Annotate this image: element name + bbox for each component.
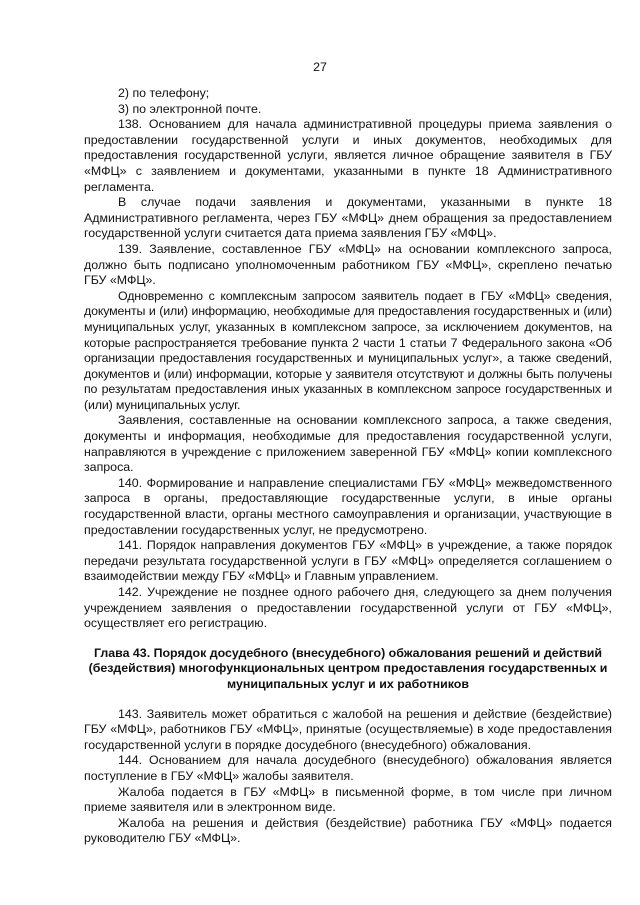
paragraph: В случае подачи заявления и документами, указанными в пункте 18 Административного регламента, через ГБУ «МФЦ» днем обращения за предоставлением государственной услуги считается дата приема заявления ГБУ «МФЦ». [84, 195, 612, 241]
document-body [84, 86, 612, 847]
page-number: 27 [313, 60, 327, 74]
paragraph: Жалоба подается в ГБУ «МФЦ» в письменной форме, в том числе при личном приеме заявителя или в электронном виде. [84, 784, 612, 815]
paragraph: Заявления, составленные на основании комплексного запроса, а также сведения, документы и информация, необходимые для предоставления государственной услуги, направляются в учреждение с приложением заверенной ГБУ «МФЦ» копии комплексного запроса. [84, 413, 612, 475]
paragraph: Жалоба на решения и действия (бездействие) работника ГБУ «МФЦ» подается руководителю ГБУ «МФЦ». [84, 815, 612, 846]
paragraph-144: 144. Основанием для начала досудебного (внесудебного) обжалования является поступление в ГБУ «МФЦ» жалобы заявителя. [84, 753, 612, 783]
paragraph: Одновременно с комплексным запросом заявитель подает в ГБУ «МФЦ» сведения, документы и (или) информацию, необходимые для предоставления государственных и (или) муниципальных услуг, указанных в комплексном запросе, за исключением документов, на которые распространяется требование пункта 2 части 1 статьи 7 Федерального закона «Об организации предоставления государственных и муниципальных услуг», а также сведений, документов и (или) информации, которые у заявителя отсутствуют и должны быть получены по результатам предоставления иных указанных в комплексном запросе государственных и (или) муниципальных услуг. [84, 288, 612, 412]
paragraph: 2) по телефону; [118, 86, 210, 100]
paragraph-140: 140. Формирование и направление специалистами ГБУ «МФЦ» межведомственного запроса в органы, предоставляющие государственные услуги, в иные органы государственной власти, органы местного самоуправления и организации, участвующие в предоставлении государственных услуг, не предусмотрено. [84, 475, 612, 537]
paragraph: 3) по электронной почте. [118, 101, 262, 116]
chapter-heading: Глава 43. Порядок досудебного (внесудебного) обжалования решений и действий (бездействия) многофункциональных центром предоставления государственных и муниципальных услуг и их работников [88, 645, 608, 691]
paragraph-142: 142. Учреждение не позднее одного рабочего дня, следующего за днем получения учреждением заявления о предоставлении государственной услуги от ГБУ «МФЦ», осуществляет его регистрацию. [84, 585, 612, 631]
paragraph-143: 143. Заявитель может обратиться с жалобой на решения и действие (бездействие) ГБУ «МФЦ», работников ГБУ «МФЦ», принятые (осуществляемые) в ходе предоставления государственной услуги в порядке досудебного (внесудебного) обжалования. [84, 706, 612, 752]
paragraph-141: 141. Порядок направления документов ГБУ «МФЦ» в учреждение, а также порядок передачи результата государственной услуги в ГБУ «МФЦ» определяется соглашением о взаимодействии между ГБУ «МФЦ» и Главным управлением. [84, 538, 612, 584]
paragraph-139: 139. Заявление, составленное ГБУ «МФЦ» на основании комплексного запроса, должно быть подписано уполномоченным работником ГБУ «МФЦ», скреплено печатью ГБУ «МФЦ». [84, 241, 612, 288]
paragraph-138: 138. Основанием для начала административной процедуры приема заявления о предоставлении государственной услуги и иных документов, необходимых для предоставления государственной услуги, является личное обращение заявителя в ГБУ «МФЦ» с заявлением и документами, указанными в пункте 18 Административного регламента. [84, 117, 612, 194]
